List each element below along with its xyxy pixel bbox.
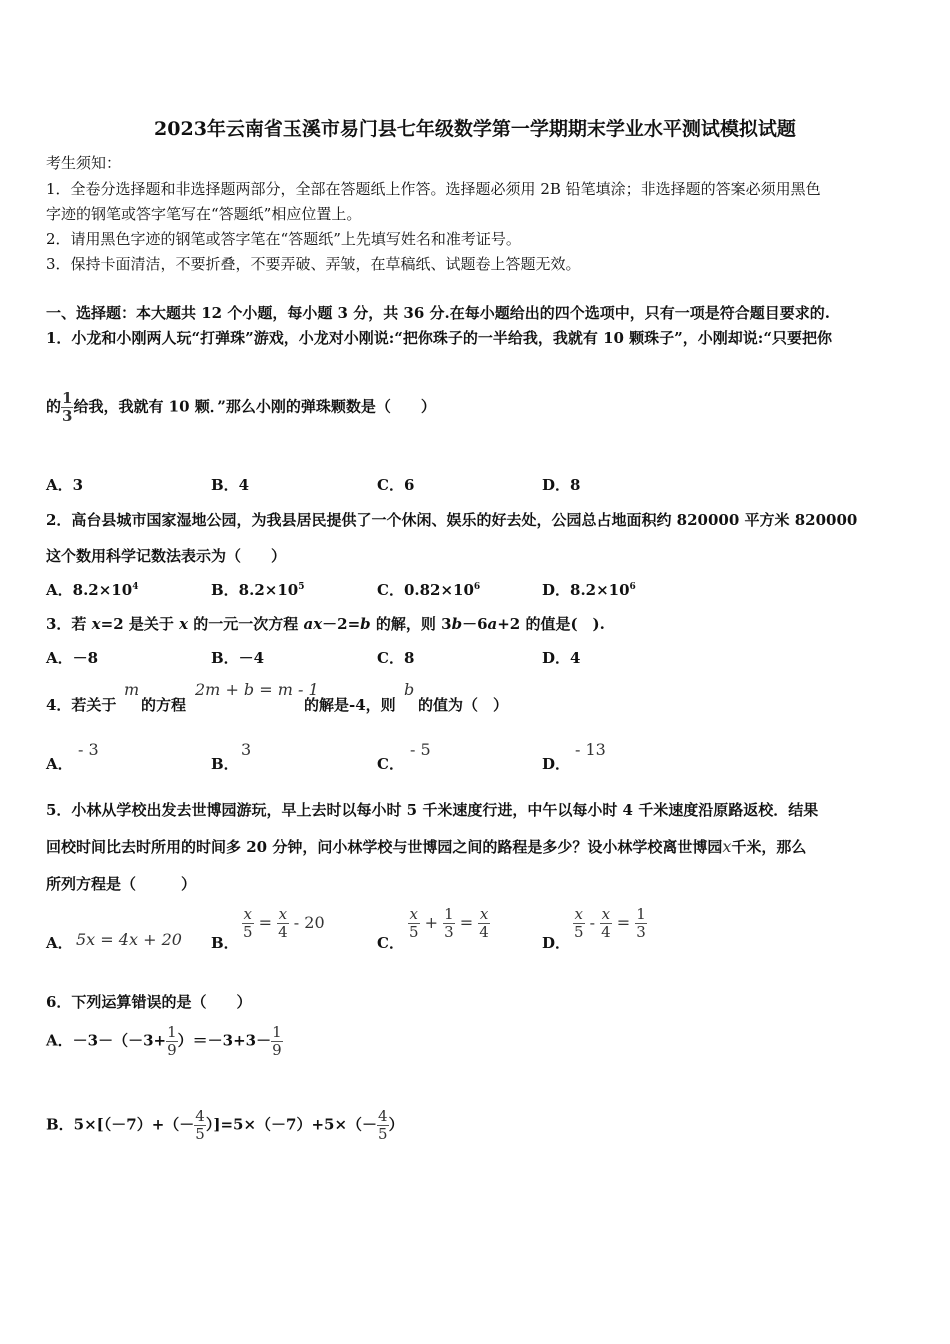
q1-option-d: D．8 (542, 476, 581, 494)
q4-var-b: b (404, 680, 415, 699)
q3-option-c: C．8 (377, 649, 415, 667)
q5-option-d-equation: $\frac{x}{5}$ - $\frac{x}{4}$ = $\frac{1}{3}$ (574, 905, 646, 941)
q2-option-c: C．$0.82\times 10^6$ (377, 581, 481, 599)
q4-option-b-value: 3 (241, 740, 252, 759)
q5-line-2: 回校时间比去时所用的时间多 20 分钟，问小林学校与世博园之间的路程是多少？设小林学校离世博园x千米，那么 (46, 837, 807, 856)
q1-frac-den: 3 (62, 407, 73, 425)
q1-option-a: A．3 (46, 476, 84, 494)
section-heading: 一、选择题：本大题共 12 个小题，每小题 3 分，共 36 分.在每小题给出的四个选项中，只有一项是符合题目要求的. (46, 304, 830, 322)
q4-option-b-label: B． (211, 755, 239, 773)
q4-option-a-value: - 3 (78, 740, 99, 759)
q2-option-a: A．$8.2\times 10^4$ (46, 581, 139, 599)
q4-equation: 2m + b = m - 1 (195, 680, 319, 699)
notice-line-2: 2．请用黑色字迹的钢笔或答字笔在“答题纸”上先填写姓名和准考证号。 (46, 230, 521, 248)
q5-option-a-label: A． (46, 934, 73, 952)
q6-stem: 6．下列运算错误的是（ ） (46, 993, 252, 1011)
q5-option-c-equation: $\frac{x}{5}$ + $\frac{1}{3}$ = $\frac{x}{4}$ (409, 905, 489, 941)
q1-frac-num: 1 (62, 389, 73, 407)
q4-stem-d: 的值为（ ） (418, 696, 509, 714)
notice-line-1b: 字迹的钢笔或答字笔写在“答题纸”相应位置上。 (46, 205, 362, 223)
q5-option-d-label: D． (542, 934, 571, 952)
q4-stem-b: 的方程 (141, 696, 187, 714)
q4-stem-a: 4．若关于 (46, 696, 117, 714)
q1-line-1: 1．小龙和小刚两人玩“打弹珠”游戏，小龙对小刚说:“把你珠子的一半给我，我就有 10 颗珠子”，小刚却说:“只要把你 (46, 329, 832, 347)
q4-option-d-label: D． (542, 755, 571, 773)
q5-option-c-label: C． (377, 934, 404, 952)
q5-option-a-equation: 5x = 4x + 20 (76, 930, 182, 949)
q1-option-c: C．6 (377, 476, 415, 494)
notice-line-3: 3．保持卡面清洁，不要折叠，不要弄破、弄皱，在草稿纸、试题卷上答题无效。 (46, 255, 581, 273)
q4-option-d-value: - 13 (575, 740, 606, 759)
q5-option-b-equation: $\frac{x}{5}$ = $\frac{x}{4}$ - 20 (243, 905, 325, 941)
q2-option-b: B．$8.2\times 10^5$ (211, 581, 305, 599)
q4-option-c-value: - 5 (410, 740, 431, 759)
q2-line-2: 这个数用科学记数法表示为（ ） (46, 547, 287, 565)
q3-option-d: D．4 (542, 649, 581, 667)
q3-option-a: A．－8 (46, 649, 99, 667)
q1-pre: 的 (46, 397, 62, 416)
page-title: 2023年云南省玉溪市易门县七年级数学第一学期期末学业水平测试模拟试题 (154, 118, 796, 140)
q1-fraction (61, 390, 73, 425)
notice-line-1a: 1．全卷分选择题和非选择题两部分，全部在答题纸上作答。选择题必须用 2B 铅笔填涂；非选择题的答案必须用黑色 (46, 180, 821, 198)
q5-option-b-label: B． (211, 934, 239, 952)
q3-option-b: B．－4 (211, 649, 265, 667)
q6-option-b: B．5×[（－7）+（－ $\frac{4}{5}$ ）]=5×（－7）+5×（－ $\frac{4}{5}$ ） (46, 1107, 404, 1143)
q3-stem: 3．若 x=2 是关于 x 的一元一次方程 ax－2=b 的解，则 3b－6a+2 的值是( ). (46, 615, 605, 633)
notice-heading: 考生须知： (46, 154, 122, 172)
q1-option-b: B．4 (211, 476, 250, 494)
q2-option-d: D．$8.2\times 10^6$ (542, 581, 636, 599)
q5-line-3: 所列方程是（ ） (46, 875, 197, 893)
q2-line-1: 2．高台县城市国家湿地公园，为我县居民提供了一个休闲、娱乐的好去处，公园总占地面积约 820000 平方米 820000 (46, 511, 858, 529)
q4-option-c-label: C． (377, 755, 404, 773)
q1-line-2 (46, 390, 436, 425)
q4-option-a-label: A． (46, 755, 73, 773)
q6-option-a: A．－3－（－3+ $\frac{1}{9}$ ）＝－3+3－ $\frac{1}{9}$ (46, 1023, 282, 1059)
q4-var-m: m (124, 680, 140, 699)
q5-line-1: 5．小林从学校出发去世博园游玩，早上去时以每小时 5 千米速度行进，中午以每小时 4 千米速度沿原路返校．结果 (46, 801, 819, 819)
q1-post: 给我，我就有 10 颗．”那么小刚的弹珠颗数是（ ） (73, 397, 436, 416)
q4-stem-c: 的解是-4，则 (304, 696, 396, 714)
